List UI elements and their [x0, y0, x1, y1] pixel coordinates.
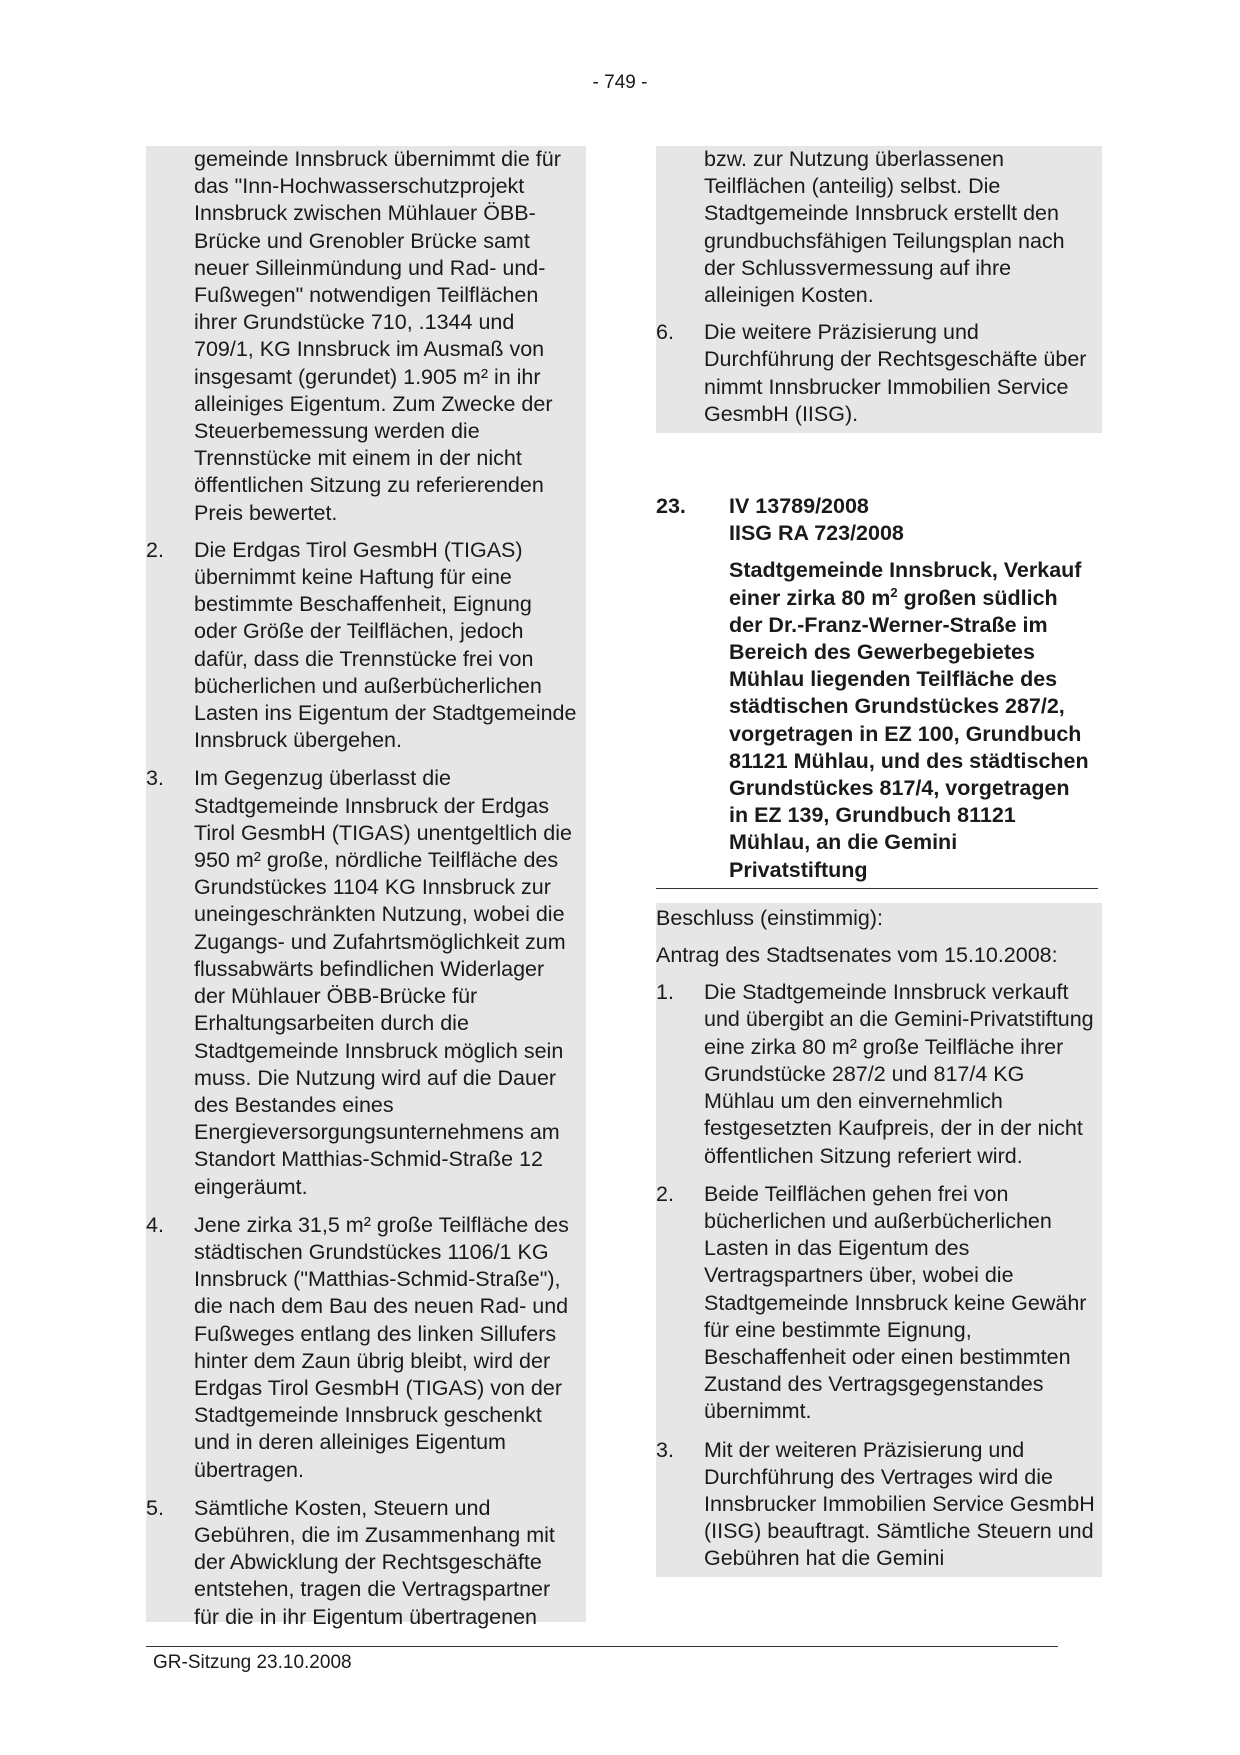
- item-number: 3.: [656, 1437, 674, 1462]
- list-item: [656, 319, 1098, 428]
- list-item: [146, 765, 580, 1200]
- item-text: Die weitere Präzisierung und Durchführung der Rechtsgeschäfte über nimmt Innsbrucker Immobilien Service GesmbH (IISG).: [704, 320, 1087, 426]
- item-number: 6.: [656, 320, 674, 345]
- list-item: [146, 1212, 580, 1484]
- item-text: Sämtliche Kosten, Steuern und Gebühren, die im Zusammenhang mit der Abwicklung der Rechtsgeschäfte entstehen, tragen die Vertragspartner für die in ihr Eigentum übertragenen: [194, 1495, 555, 1629]
- item-text: Mit der weiteren Präzisierung und Durchführung des Vertrages wird die Innsbrucker Immobilien Service GesmbH (IISG) beauftragt. Sämtliche Steuern und Gebühren hat die Gemini: [704, 1437, 1095, 1571]
- motion-label: Antrag des Stadtsenates vom 15.10.2008:: [656, 943, 1058, 968]
- footer-divider: [146, 1646, 1058, 1647]
- footer-session-date: GR-Sitzung 23.10.2008: [153, 1652, 352, 1673]
- list-item: [656, 1437, 1098, 1573]
- item-text: Die Erdgas Tirol GesmbH (TIGAS) übernimmt keine Haftung für eine bestimmte Beschaffenheit, Eignung oder Größe der Teilflächen, jedoch dafür, dass die Trennstücke frei von bücherlichen und außerbücherlichen Lasten ins Eigentum der Stadtgemeinde Innsbruck übergehen.: [194, 537, 577, 753]
- agenda-ref-row: [656, 520, 1098, 547]
- resolution-label: Beschluss (einstimmig):: [656, 905, 883, 930]
- agenda-title: [656, 557, 1098, 883]
- page-number: - 749 -: [592, 72, 648, 93]
- item-number: 3.: [146, 766, 164, 791]
- agenda-reference: IV 13789/2008: [729, 494, 869, 519]
- list-item: [146, 537, 580, 755]
- list-item: [656, 979, 1098, 1169]
- left-shaded-block: [146, 146, 586, 1629]
- item-text: Im Gegenzug überlasst die Stadtgemeinde Innsbruck der Erdgas Tirol GesmbH (TIGAS) unentgeltlich die 950 m² große, nördliche Teilfläche des Grundstückes 1104 KG Innsbruck zur uneingeschränkten Nutzung, wobei die Zugangs- und Zufahrtsmöglichkeit zum flussabwärts befindlichen Widerlager der Mühlauer ÖBB-Brücke für Erhaltungsarbeiten durch die Stadtgemeinde Innsbruck möglich sein muss. Die Nutzung wird auf die Dauer des Bestandes eines Energieversorgungsunternehmens am Standort Matthias-Schmid-Straße 12 eingeräumt.: [194, 766, 572, 1199]
- item-1-continuation: gemeinde Innsbruck übernimmt die für das "Inn-Hochwasserschutzprojekt Innsbruck zwischen Mühlauer ÖBB-Brücke und Grenobler Brücke samt neuer Silleinmündung und Rad- und-Fußwegen" notwendigen Teilflächen ihrer Grundstücke 710, .1344 und 709/1, KG Innsbruck im Ausmaß von insgesamt (gerundet) 1.905 m² in ihr alleiniges Eigentum. Zum Zwecke der Steuerbemessung werden die Trennstücke mit einem in der nicht öffentlichen Sitzung zu referierenden Preis bewertet.: [194, 147, 561, 525]
- item-number: 2.: [146, 537, 164, 562]
- agenda-item-23: [656, 493, 1098, 884]
- agenda-divider: [656, 888, 1098, 889]
- item-text: Jene zirka 31,5 m² große Teilfläche des städtischen Grundstückes 1106/1 KG Innsbruck ("Matthias-Schmid-Straße"), die nach dem Bau des neuen Rad- und Fußweges entlang des linken Sillufers hinter dem Zaun übrig bleibt, wird der Erdgas Tirol GesmbH (TIGAS) von der Stadtgemeinde Innsbruck geschenkt und in deren alleiniges Eigentum übertragen.: [194, 1212, 569, 1482]
- agenda-title-part: großen südlich der Dr.-Franz-Werner-Straße im Bereich des Gewerbegebietes Mühlau liegenden Teilfläche des städtischen Grundstückes 287/2, vorgetragen in EZ 100, Grundbuch 81121 Mühlau, und des städtischen Grundstückes 817/4, vorgetragen in EZ 139, Grundbuch 81121 Mühlau, an die Gemini Privatstiftung: [729, 585, 1089, 882]
- right-shaded-block-top: [656, 146, 1102, 433]
- list-item: [656, 1181, 1098, 1426]
- agenda-reference: IISG RA 723/2008: [729, 521, 904, 546]
- item-text: Beide Teilflächen gehen frei von bücherlichen und außerbücherlichen Lasten in das Eigentum des Vertragspartners über, wobei die Stadtgemeinde Innsbruck keine Gewähr für eine bestimmte Eignung, Beschaffenheit oder einen bestimmten Zustand des Vertragsgegenstandes übernimmt.: [704, 1181, 1087, 1424]
- list-item: [146, 1495, 580, 1631]
- item-5-continuation: bzw. zur Nutzung überlassenen Teilflächen (anteilig) selbst. Die Stadtgemeinde Innsbruck erstellt den grundbuchsfähigen Teilungsplan nach der Schlussvermessung auf ihre alleinigen Kosten.: [704, 147, 1065, 308]
- left-column: [146, 146, 586, 1629]
- item-text: Die Stadtgemeinde Innsbruck verkauft und übergibt an die Gemini-Privatstiftung eine zirka 80 m² große Teilfläche ihrer Grundstücke 287/2 und 817/4 KG Mühlau um den einvernehmlich festgesetzten Kaufpreis, der in der nicht öffentlichen Sitzung referiert wird.: [704, 980, 1094, 1168]
- agenda-title-superscript: 2: [890, 584, 898, 600]
- agenda-number: 23.: [656, 494, 686, 519]
- agenda-ref-row: [656, 493, 1098, 520]
- right-column: [656, 146, 1098, 1577]
- agenda-title-part: Stadtgemeinde Innsbruck, Verkauf einer zirka 80 m: [729, 558, 1082, 610]
- item-number: 4.: [146, 1212, 164, 1237]
- item-number: 2.: [656, 1181, 674, 1206]
- right-shaded-block-bottom: [656, 903, 1102, 1577]
- item-number: 1.: [656, 980, 674, 1005]
- item-number: 5.: [146, 1495, 164, 1520]
